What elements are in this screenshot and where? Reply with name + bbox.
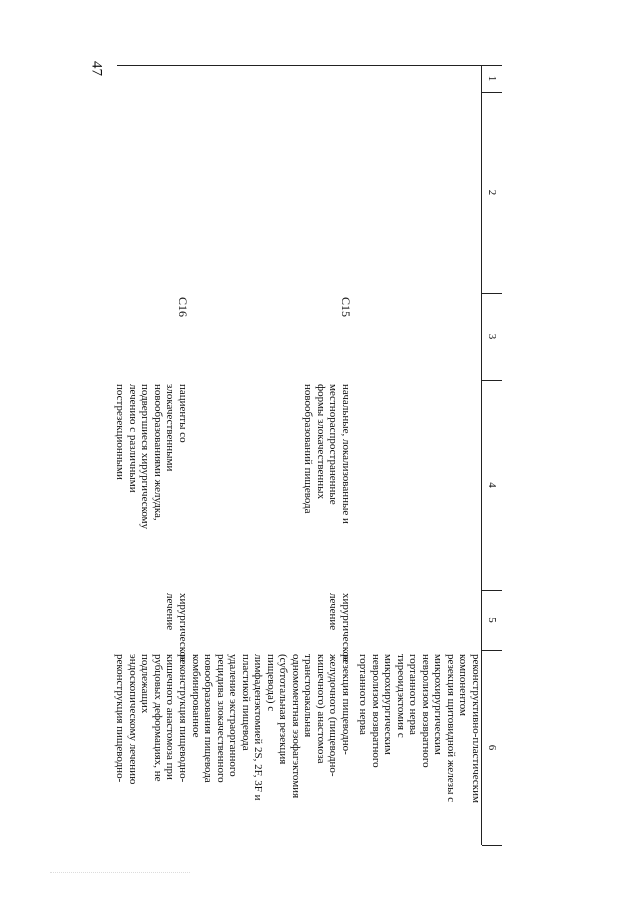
table-cell-treatment-type xyxy=(164,593,189,663)
cell-line: микрохирургическим xyxy=(382,654,395,755)
column-header-1: 1 xyxy=(486,75,498,82)
rotated-table-sheet xyxy=(114,65,502,845)
cell-line: лечение xyxy=(327,593,340,631)
column-header-5: 5 xyxy=(486,617,498,623)
cell-line: микрохирургическим xyxy=(432,654,445,755)
table-cell-treatment-type xyxy=(327,593,352,663)
cell-line: резекция щитовидной железы с xyxy=(445,654,457,803)
table-cell-method xyxy=(190,654,353,842)
cell-line: трансторакальная xyxy=(302,654,315,738)
cell-line: рецидива злокачественного xyxy=(215,654,227,783)
cell-line: пациенты со xyxy=(177,384,189,443)
cell-line: реконструктивно-пластическим xyxy=(470,654,482,803)
cell-line: невролизом возвратного xyxy=(420,654,432,768)
cell-line: пострезекционными xyxy=(114,384,127,480)
table-cell-method xyxy=(357,654,482,842)
cell-line: формы злокачественных xyxy=(315,384,327,500)
cell-line: начальные, локализованные и xyxy=(340,384,352,524)
cell-line: комбинированное xyxy=(190,654,202,738)
table-rule xyxy=(482,650,502,651)
cell-line: хирургическое xyxy=(340,593,352,663)
cell-line: резекция пищеводно- xyxy=(340,654,352,755)
cell-line: пластикой пищевода xyxy=(240,654,252,751)
cell-line: новообразований пищевода xyxy=(302,384,315,514)
cell-line: хирургическое xyxy=(177,593,189,663)
table-row-c15 xyxy=(190,65,352,845)
column-header-2: 2 xyxy=(486,189,498,196)
table-rule xyxy=(482,293,502,294)
column-header-4: 4 xyxy=(486,482,498,488)
table-rule xyxy=(482,380,502,381)
cell-line: лечение xyxy=(164,593,177,631)
table-rule xyxy=(482,92,502,93)
cell-line: (субтотальная резекция xyxy=(277,654,290,765)
cell-line: гортанного нерва xyxy=(357,654,370,735)
table-cell-code: C16 xyxy=(176,297,190,318)
table-cell-patient-model xyxy=(302,384,352,587)
cell-line: рубцовых деформациях, не xyxy=(152,654,164,782)
cell-line: желудочного (пищеводно- xyxy=(327,654,340,777)
column-header-3: 3 xyxy=(486,333,498,340)
cell-line: тиреоидэктомия с xyxy=(395,654,407,738)
table-cell-code: C15 xyxy=(339,297,353,318)
table-row-c16 xyxy=(114,65,190,845)
cell-line: одномоментная эзофагэктомия xyxy=(290,654,302,799)
cell-line: подлежащих xyxy=(139,654,152,714)
cell-line: эндоскопическому лечению xyxy=(127,654,139,785)
cell-line: кишечного анастомоза при xyxy=(164,654,177,780)
table-cell-patient-model xyxy=(114,384,189,587)
cell-line: кишечного) анастомоза xyxy=(315,654,327,764)
scan-noise xyxy=(50,872,190,876)
cell-line: пищевода) с xyxy=(265,654,277,712)
cell-line: лимфаденэктомией 2S, 2F, 3F и xyxy=(252,654,265,801)
data-table xyxy=(114,65,502,845)
column-header-6: 6 xyxy=(486,744,498,751)
cell-line: злокачественными xyxy=(164,384,177,472)
table-row-continuation xyxy=(354,65,482,845)
cell-line: удаление экстраорганного xyxy=(227,654,240,777)
cell-line: невролизом возвратного xyxy=(370,654,382,768)
cell-line: новообразованиями желудка, xyxy=(152,384,164,521)
cell-line: реконструкция пищеводно- xyxy=(114,654,127,783)
cell-line: реконструкция пищеводно- xyxy=(177,654,189,783)
table-rule xyxy=(482,845,502,846)
cell-line: подвергшиеся хирургическому xyxy=(139,384,152,530)
table-cell-method xyxy=(114,654,189,842)
cell-line: гортанного нерва xyxy=(407,654,420,735)
table-rule xyxy=(482,590,502,591)
column-header-row xyxy=(481,65,502,845)
cell-line: лечению с различными xyxy=(127,384,139,493)
cell-line: компонентом xyxy=(457,654,470,716)
cell-line: местнораспространенные xyxy=(327,384,340,505)
cell-line: новообразования пищевода xyxy=(202,654,215,783)
page-number: 47 xyxy=(88,61,105,76)
